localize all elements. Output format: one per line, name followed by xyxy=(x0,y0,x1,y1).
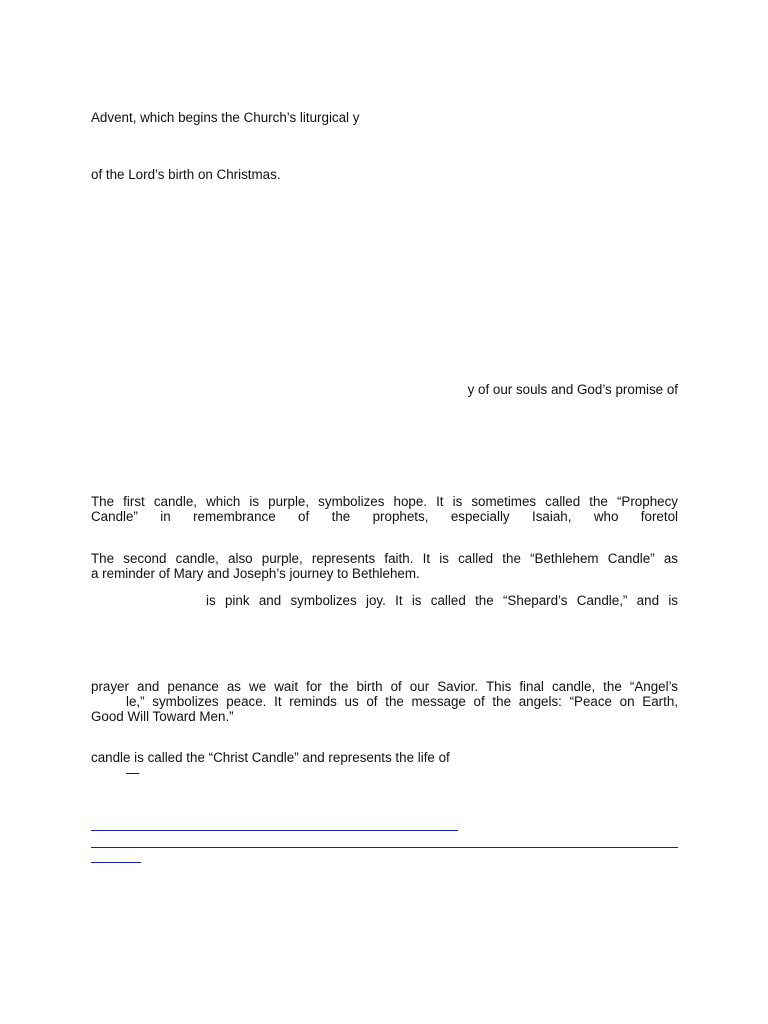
hyperlink-underline-2[interactable] xyxy=(91,847,678,848)
em-dash-text: — xyxy=(126,765,140,780)
fourth-candle-line-2: le,” symbolizes peace. It reminds us of the message of the angels: “Peace on Earth, xyxy=(126,694,678,709)
advent-intro-text: Advent, which begins the Church’s liturgical y xyxy=(91,110,360,125)
fourth-candle-line-3: Good Will Toward Men.” xyxy=(91,709,234,724)
first-candle-line-2: Candle” in remembrance of the prophets, especially Isaiah, who foretol xyxy=(91,509,678,524)
fourth-candle-line-1: prayer and penance as we wait for the birth of our Savior. This final candle, the “Angel’s xyxy=(91,679,678,694)
lords-birth-text: of the Lord’s birth on Christmas. xyxy=(91,167,281,182)
hyperlink-underline-1[interactable] xyxy=(91,830,458,831)
second-candle-line-1: The second candle, also purple, represents faith. It is called the “Bethlehem Candle” as xyxy=(91,551,678,566)
souls-promise-text: y of our souls and God’s promise of xyxy=(467,382,678,397)
christ-candle-text: candle is called the “Christ Candle” and represents the life of xyxy=(91,750,450,765)
hyperlink-underline-3[interactable] xyxy=(91,862,141,863)
third-candle-text: is pink and symbolizes joy. It is called the “Shepard’s Candle,” and is xyxy=(206,593,678,608)
first-candle-line-1: The first candle, which is purple, symbolizes hope. It is sometimes called the “Prophecy xyxy=(91,494,678,509)
second-candle-line-2: a reminder of Mary and Joseph’s journey to Bethlehem. xyxy=(91,566,420,581)
